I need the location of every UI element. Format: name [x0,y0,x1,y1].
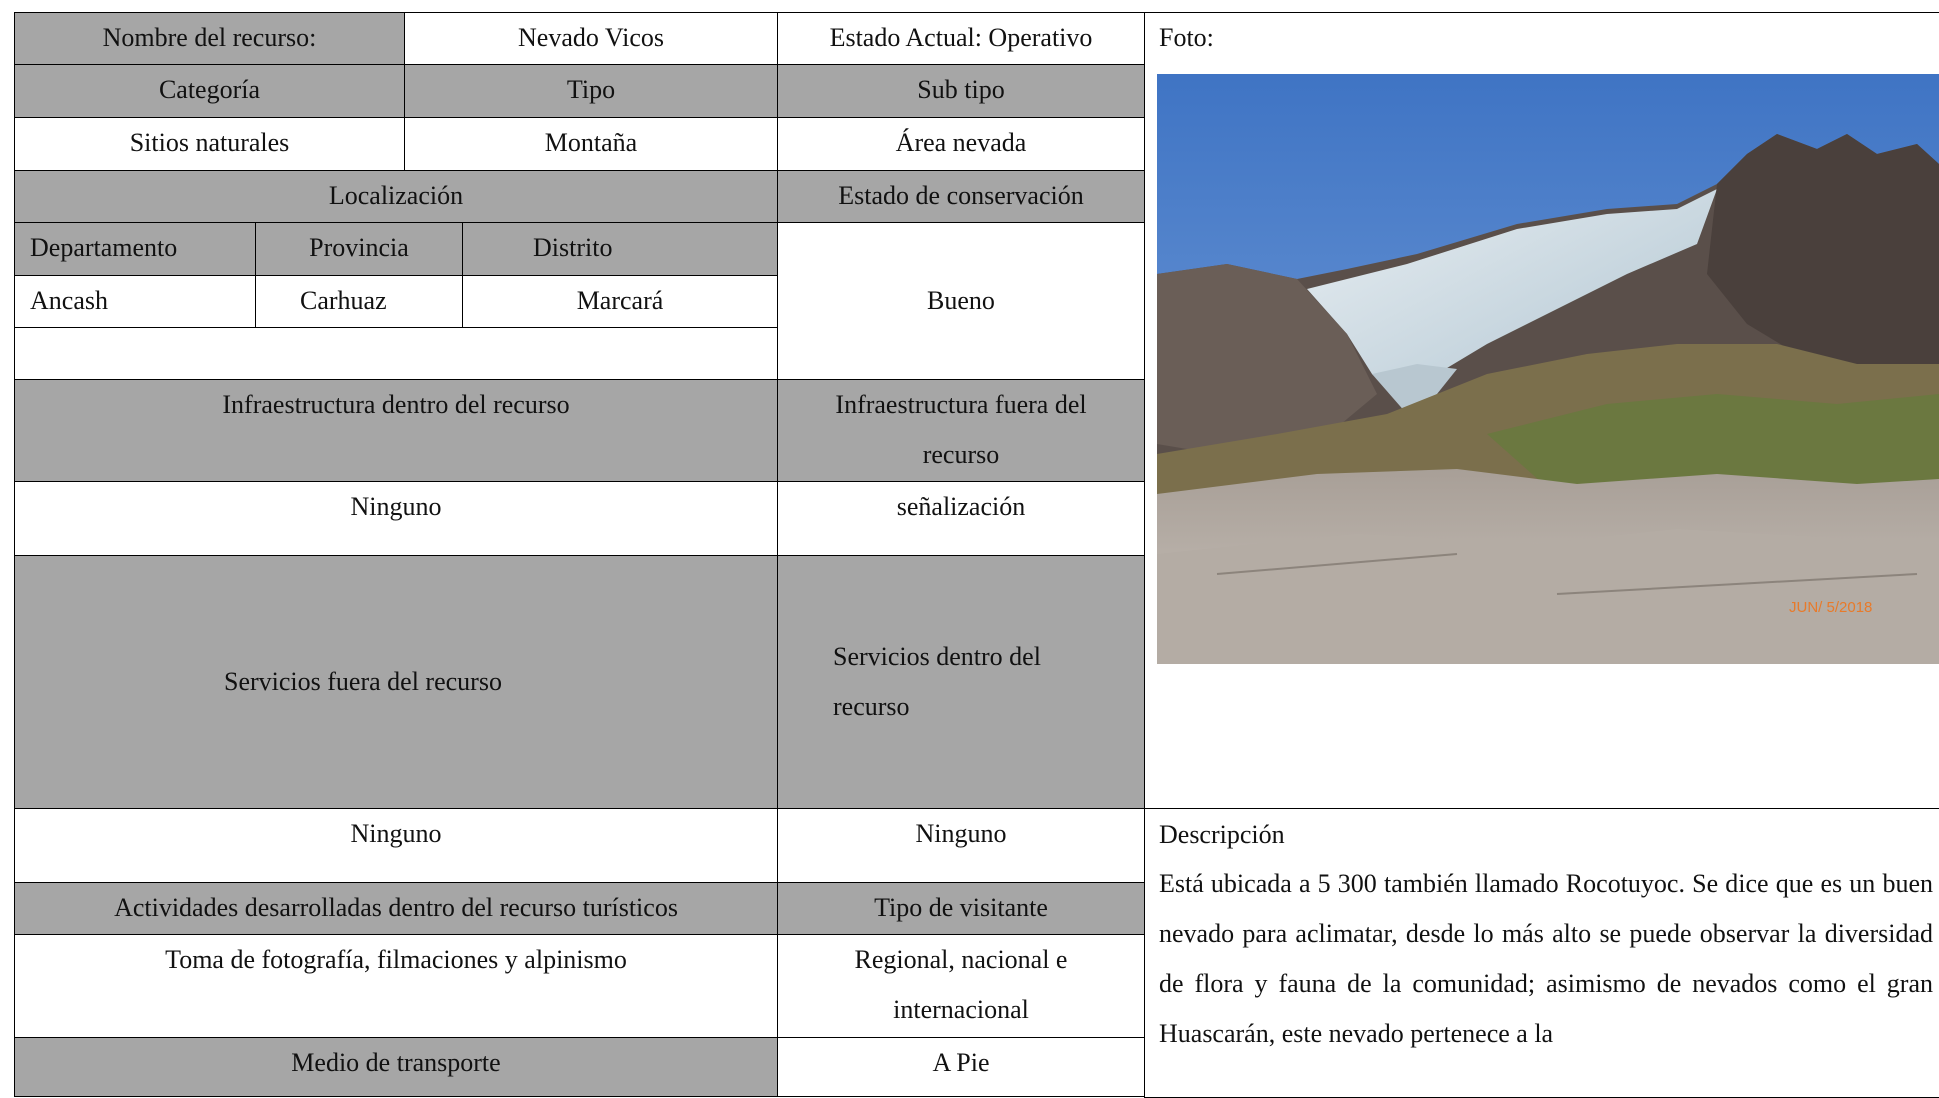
infra-fuera-label: Infraestructura fuera del recurso [835,390,1087,469]
infra-dentro-value: Ninguno [350,492,442,521]
transporte-label: Medio de transporte [291,1048,501,1077]
nombre-value-cell [404,12,778,65]
estado-actual: Estado Actual: Operativo [829,23,1093,52]
infra-fuera-label-cell [777,379,1145,482]
categoria-value-cell [14,117,405,171]
categoria-label-cell [14,64,405,118]
subtipo-value-cell [777,117,1145,171]
infra-dentro-value-cell [14,481,778,556]
distrito-value-cell [462,275,778,328]
estado-conservacion-value: Bueno [927,286,995,315]
tipo-label-cell [404,64,778,118]
localizacion-header-cell [14,170,778,223]
servicios-fuera-value: Ninguno [350,819,442,848]
transporte-value-cell [777,1037,1145,1097]
actividades-value-cell [14,934,778,1038]
distrito-label: Distrito [533,233,613,262]
visitante-label: Tipo de visitante [874,893,1048,922]
provincia-label: Provincia [309,233,409,262]
provincia-value-cell [255,275,463,328]
subtipo-label: Sub tipo [917,75,1005,104]
servicios-dentro-label-cell [777,555,1145,809]
foto-label: Foto: [1159,23,1214,52]
actividades-label: Actividades desarrolladas dentro del recurso turísticos [114,893,678,922]
actividades-label-cell [14,882,778,935]
empty-location-row [14,327,778,380]
descripcion-cell [1144,808,1939,1098]
infra-dentro-label: Infraestructura dentro del recurso [222,390,570,419]
mountain-photo-image [1157,74,1939,664]
servicios-dentro-value-cell [777,808,1145,883]
infra-fuera-value-cell [777,481,1145,556]
tipo-value: Montaña [544,128,638,157]
departamento-value: Ancash [30,286,108,315]
visitante-value-cell [777,934,1145,1038]
infra-fuera-value: señalización [896,492,1026,521]
provincia-value: Carhuaz [300,286,387,315]
tipo-value-cell [404,117,778,171]
departamento-value-cell [14,275,256,328]
nombre-value: Nevado Vicos [518,23,664,52]
mountain-photo [1157,74,1939,664]
subtipo-value: Área nevada [895,128,1027,157]
departamento-label-cell [14,222,256,276]
categoria-label: Categoría [158,75,261,104]
servicios-dentro-value: Ninguno [915,819,1007,848]
servicios-fuera-label: Servicios fuera del recurso [224,667,502,696]
servicios-fuera-label-cell [14,555,778,809]
estado-conservacion-value-cell [777,222,1145,380]
transporte-label-cell [14,1037,778,1097]
distrito-label-cell [462,222,778,276]
descripcion-label: Descripción [1159,820,1285,849]
departamento-label: Departamento [30,233,178,262]
descripcion-text: Está ubicada a 5 300 también llamado Rocotuyoc. Se dice que es un buen nevado para aclimatar, desde lo más alto se puede observar la diversidad de flora y fauna de la comunidad; asimismo de nevados como el gran Huascarán, este nevado pertenece a la [1159,869,1933,1048]
estado-actual-cell [777,12,1145,65]
localizacion-header: Localización [328,181,464,210]
transporte-value: A Pie [932,1048,990,1077]
provincia-label-cell [255,222,463,276]
actividades-value: Toma de fotografía, filmaciones y alpinismo [165,945,627,974]
categoria-value: Sitios naturales [129,128,290,157]
nombre-label: Nombre del recurso: [102,23,317,52]
visitante-label-cell [777,882,1145,935]
nombre-label-cell [14,12,405,65]
distrito-value: Marcará [576,286,664,315]
tipo-label: Tipo [566,75,616,104]
estado-conservacion-label: Estado de conservación [838,181,1084,210]
servicios-dentro-label: Servicios dentro del recurso [833,642,1041,721]
subtipo-label-cell [777,64,1145,118]
servicios-fuera-value-cell [14,808,778,883]
estado-conservacion-label-cell [777,170,1145,223]
photo-date-stamp: JUN/ 5/2018 [1789,599,1873,616]
infra-dentro-label-cell [14,379,778,482]
visitante-value: Regional, nacional e internacional [854,945,1068,1024]
